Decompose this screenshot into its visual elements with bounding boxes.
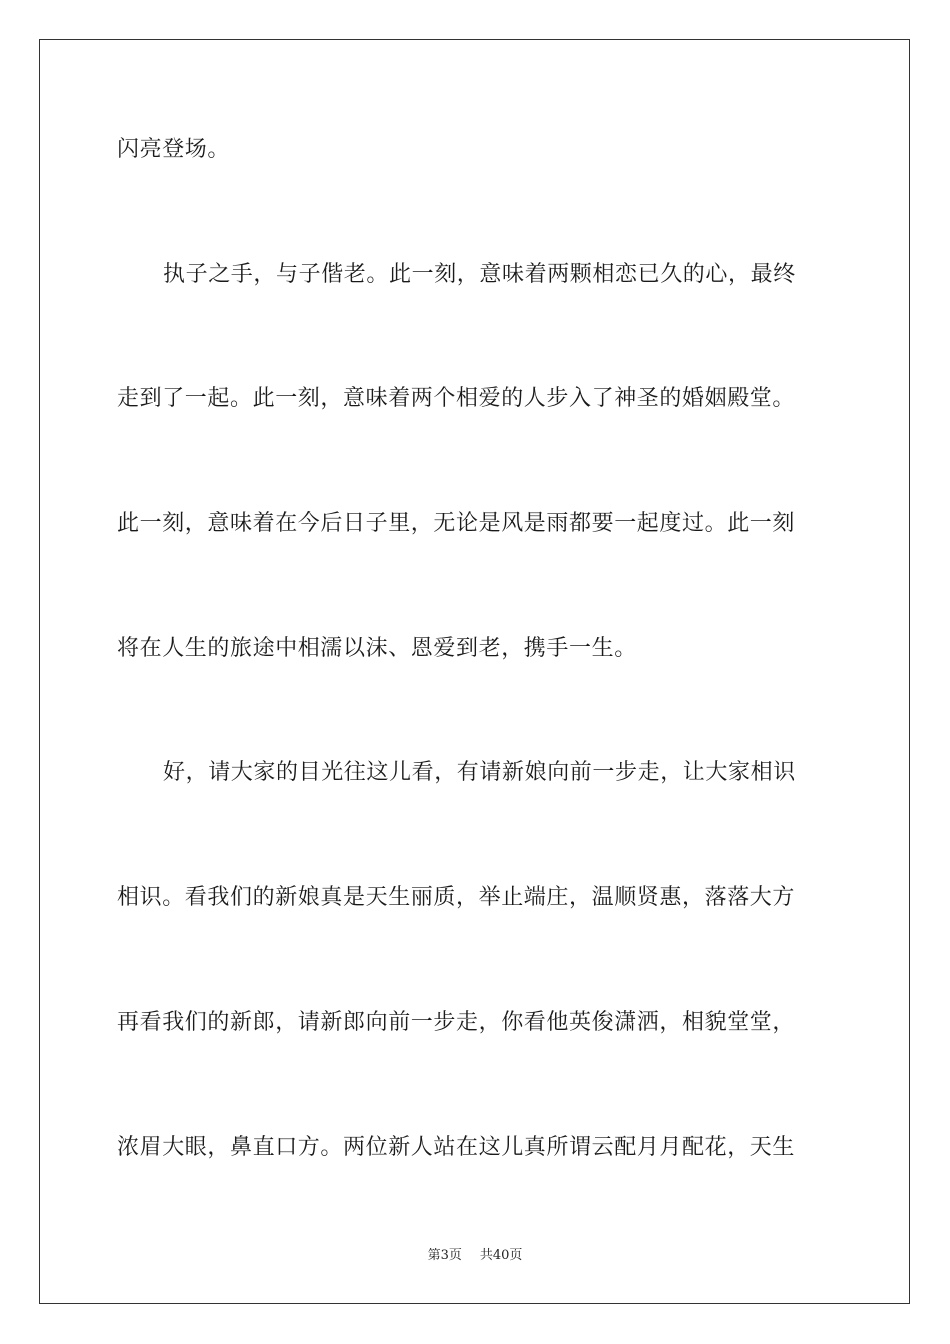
text-line-6: 好，请大家的目光往这儿看，有请新娘向前一步走，让大家相识 (163, 760, 796, 785)
page-footer (0, 1247, 950, 1265)
page-number: 第3页 (427, 1248, 462, 1263)
text-line-3: 走到了一起。此一刻，意味着两个相爱的人步入了神圣的婚姻殿堂。 (117, 386, 796, 411)
text-line-4: 此一刻，意味着在今后日子里，无论是风是雨都要一起度过。此一刻 (117, 511, 796, 536)
text-line-2: 执子之手，与子偕老。此一刻，意味着两颗相恋已久的心，最终 (163, 262, 796, 287)
text-line-7: 相识。看我们的新娘真是天生丽质，举止端庄，温顺贤惠，落落大方 (117, 885, 796, 910)
page-total: 共40页 (479, 1248, 523, 1263)
page-border (39, 39, 910, 1304)
text-line-9: 浓眉大眼，鼻直口方。两位新人站在这儿真所谓云配月月配花，天生 (117, 1135, 796, 1160)
text-line-5: 将在人生的旅途中相濡以沫、恩爱到老，携手一生。 (117, 636, 637, 661)
text-line-1: 闪亮登场。 (117, 137, 231, 162)
text-line-8: 再看我们的新郎，请新郎向前一步走，你看他英俊潇洒，相貌堂堂， (117, 1010, 796, 1035)
